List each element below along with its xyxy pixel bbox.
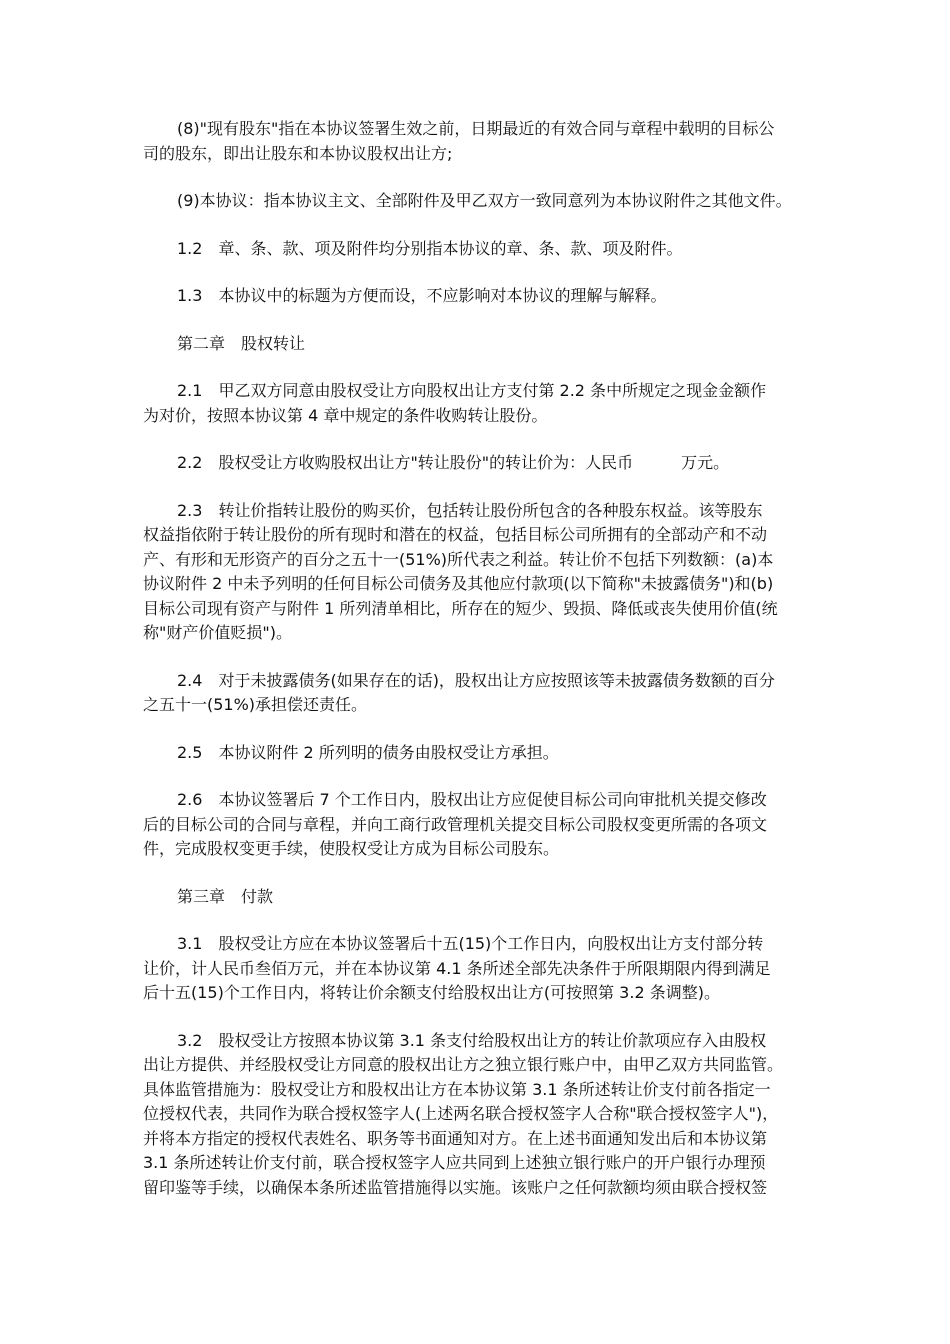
clause-1-3: [143, 284, 823, 309]
text-line: 留印鉴等手续，以确保本条所述监管措施得以实施。该账户之任何款额均须由联合授权签: [143, 1177, 768, 1197]
text-line: 2.1 甲乙双方同意由股权受让方向股权出让方支付第 2.2 条中所规定之现金金额作: [177, 381, 767, 400]
text-line: 之五十一(51%)承担偿还责任。: [143, 695, 368, 714]
text-line: 1.2 章、条、款、项及附件均分别指本协议的章、条、款、项及附件。: [177, 238, 683, 258]
text-line: 2.4 对于未披露债务(如果存在的话)，股权出让方应按照该等未披露债务数额的百分: [177, 670, 775, 690]
text-line: 位授权代表，共同作为联合授权签字人(上述两名联合授权签字人合称"联合授权签字人")，: [143, 1104, 779, 1123]
text-line: 3.1 股权受让方应在本协议签署后十五(15)个工作日内，向股权出让方支付部分转: [177, 934, 764, 953]
document-page: [143, 117, 823, 1200]
text-line: 协议附件 2 中未予列明的任何目标公司债务及其他应付款项(以下简称"未披露债务")和(b): [143, 574, 774, 593]
text-line: 3.1 条所述转让价支付前，联合授权签字人应共同到上述独立银行账户的开户银行办理预: [143, 1153, 766, 1172]
clause-3-2: [143, 1029, 823, 1201]
chapter-2-heading: [143, 332, 823, 357]
clause-2-1: [143, 379, 823, 428]
paragraph-9: [143, 189, 823, 214]
text-line: 并将本方指定的授权代表姓名、职务等书面通知对方。在上述书面通知发出后和本协议第: [143, 1128, 768, 1148]
clause-2-4: [143, 669, 823, 718]
text-line: (9)本协议：指本协议主文、全部附件及甲乙双方一致同意列为本协议附件之其他文件。: [177, 191, 792, 210]
text-line: 2.6 本协议签署后 7 个工作日内，股权出让方应促使目标公司向审批机关提交修改: [177, 790, 767, 809]
text-line: 司的股东，即出让股东和本协议股权出让方;: [143, 143, 453, 163]
clause-1-2: [143, 237, 823, 262]
text-line: 2.3 转让价指转让股份的购买价，包括转让股份所包含的各种股东权益。该等股东: [177, 500, 763, 520]
clause-2-5: [143, 741, 823, 766]
text-line: 产、有形和无形资产的百分之五十一(51%)所代表之利益。转让价不包括下列数额：(a)本: [143, 549, 774, 569]
text-line: 3.2 股权受让方按照本协议第 3.1 条支付给股权出让方的转让价款项应存入由股权: [177, 1030, 767, 1050]
text-line: 具体监管措施为：股权受让方和股权出让方在本协议第 3.1 条所述转让价支付前各指定一: [143, 1079, 771, 1099]
text-line: 件，完成股权变更手续，使股权受让方成为目标公司股东。: [143, 839, 560, 858]
text-line: (8)"现有股东"指在本协议签署生效之前，日期最近的有效合同与章程中载明的目标公: [177, 119, 775, 138]
heading-text: 第二章 股权转让: [177, 333, 306, 353]
text-line: 后十五(15)个工作日内，将转让价余额支付给股权出让方(可按照第 3.2 条调整)。: [143, 983, 720, 1002]
text-line: 权益指依附于转让股份的所有现时和潜在的权益，包括目标公司所拥有的全部动产和不动: [143, 525, 768, 544]
clause-3-1: [143, 932, 823, 1006]
text-line: 出让方提供、并经股权受让方同意的股权出让方之独立银行账户中，由甲乙双方共同监管。: [143, 1055, 784, 1074]
text-line: 2.2 股权受让方收购股权出让方"转让股份"的转让价为：人民币 万元。: [177, 453, 730, 472]
text-line: 目标公司现有资产与附件 1 所列清单相比，所存在的短少、毁损、降低或丧失使用价值(统: [143, 598, 778, 618]
clause-2-3: [143, 499, 823, 646]
paragraph-8: [143, 117, 823, 166]
text-line: 2.5 本协议附件 2 所列明的债务由股权受让方承担。: [177, 742, 559, 762]
text-line: 让价，计人民币叁佰万元，并在本协议第 4.1 条所述全部先决条件于所限期限内得到满足: [143, 958, 771, 978]
text-line: 称"财产价值贬损")。: [143, 623, 292, 642]
text-line: 为对价，按照本协议第 4 章中规定的条件收购转让股份。: [143, 405, 548, 425]
text-line: 后的目标公司的合同与章程，并向工商行政管理机关提交目标公司股权变更所需的各项文: [143, 814, 768, 834]
text-line: 1.3 本协议中的标题为方便而设，不应影响对本协议的理解与解释。: [177, 286, 667, 305]
clause-2-6: [143, 788, 823, 862]
heading-text: 第三章 付款: [177, 886, 274, 906]
clause-2-2: [143, 451, 823, 476]
chapter-3-heading: [143, 885, 823, 910]
